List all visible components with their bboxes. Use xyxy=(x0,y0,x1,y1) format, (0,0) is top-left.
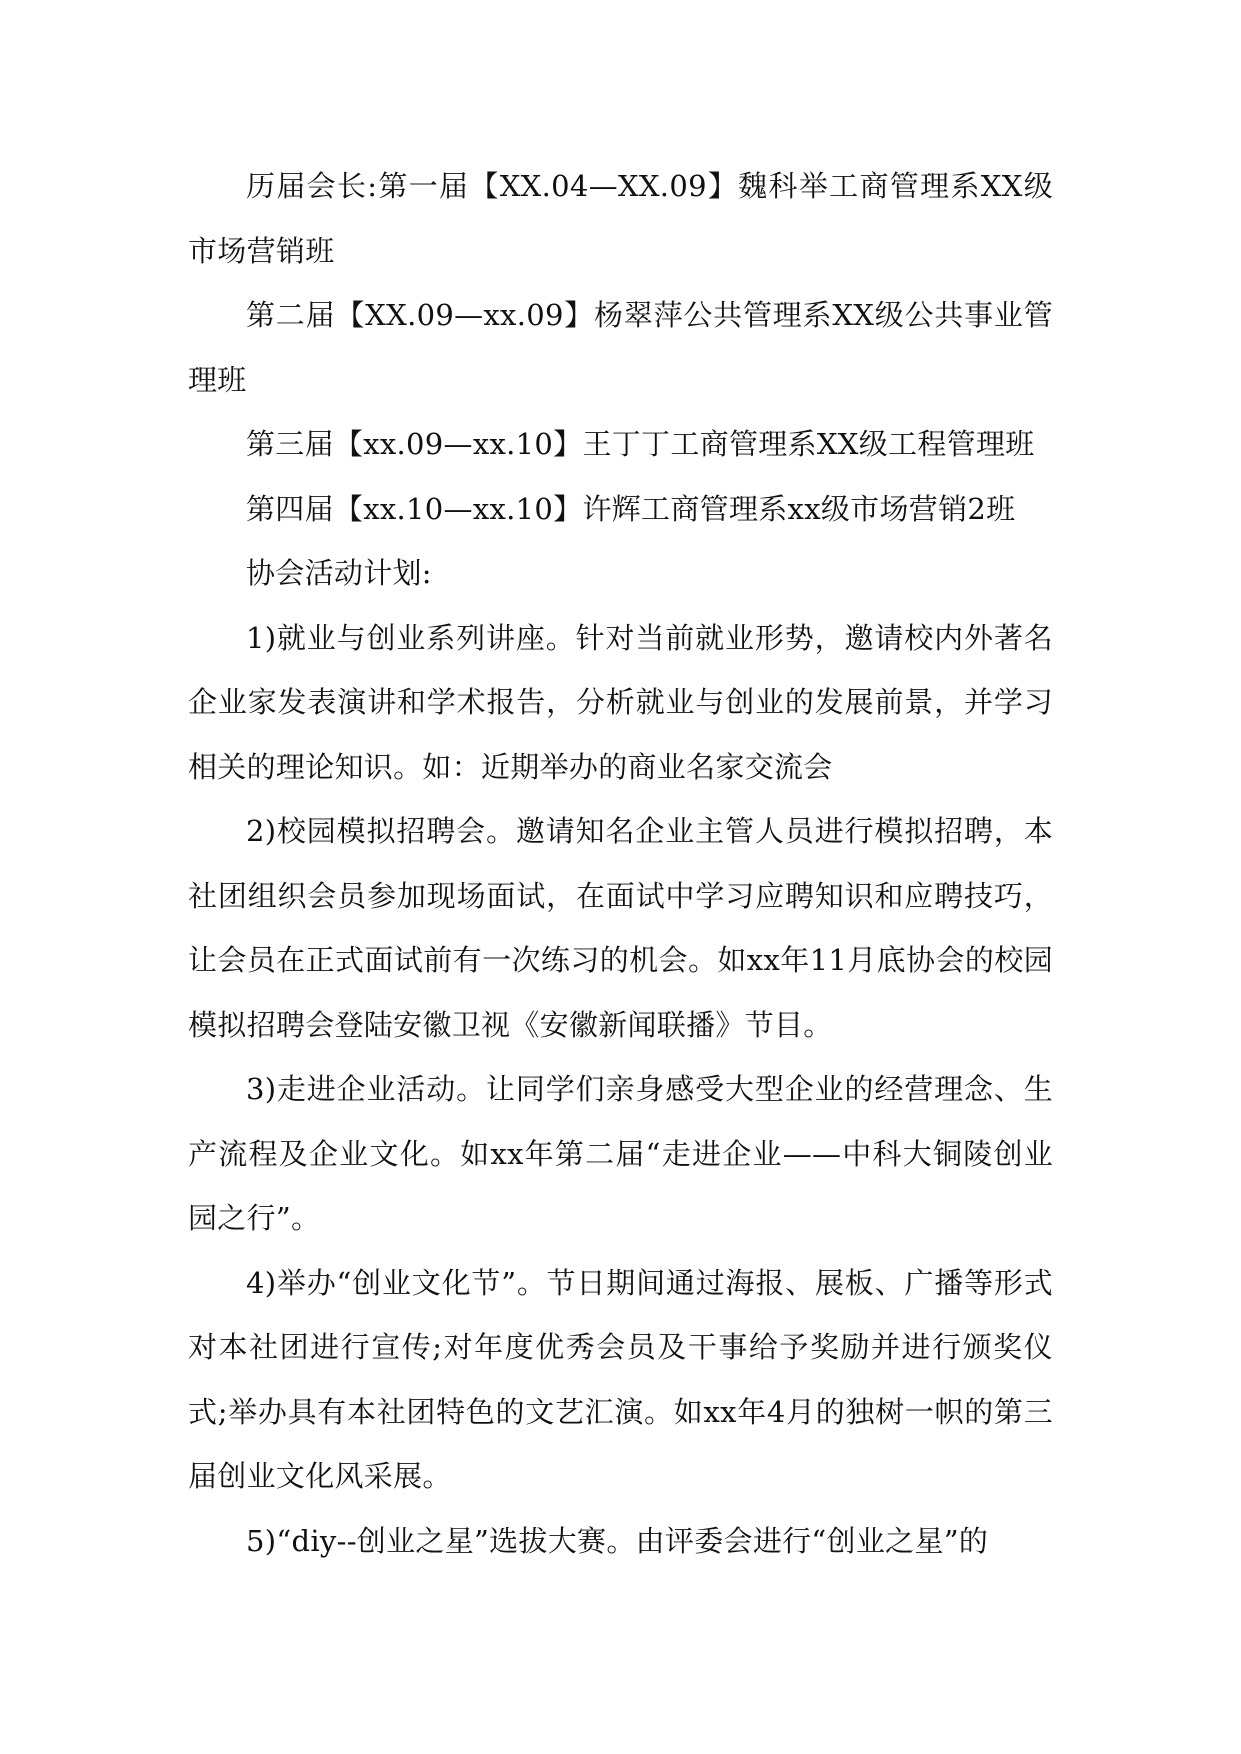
paragraph-activity-4: 4)举办“创业文化节”。节日期间通过海报、展板、广播等形式对本社团进行宣传;对年度优秀会员及干事给予奖励并进行颁奖仪式;举办具有本社团特色的文艺汇演。如xx年4月的独树一帜的第三届创业文化风采展。 xyxy=(188,1265,1053,1493)
paragraph-past-presidents-4: 第四届【xx.10—xx.10】许辉工商管理系xx级市场营销2班 xyxy=(246,491,1016,526)
document-body xyxy=(188,154,1053,1573)
paragraph-past-presidents-1: 历届会长:第一届【XX.04—XX.09】魏科举工商管理系XX级市场营销班 xyxy=(188,169,1053,268)
paragraph-activity-1: 1)就业与创业系列讲座。针对当前就业形势，邀请校内外著名企业家发表演讲和学术报告，分析就业与创业的发展前景，并学习相关的理论知识。如：近期举办的商业名家交流会 xyxy=(188,620,1053,784)
paragraph-activity-2: 2)校园模拟招聘会。邀请知名企业主管人员进行模拟招聘，本社团组织会员参加现场面试，在面试中学习应聘知识和应聘技巧，让会员在正式面试前有一次练习的机会。如xx年11月底协会的校园模拟招聘会登陆安徽卫视《安徽新闻联播》节目。 xyxy=(188,814,1053,1042)
paragraph-activity-5: 5)“diy--创业之星”选拔大赛。由评委会进行“创业之星”的 xyxy=(246,1523,989,1558)
paragraph-past-presidents-3: 第三届【xx.09—xx.10】王丁丁工商管理系XX级工程管理班 xyxy=(246,427,1035,461)
paragraph-activity-plan-heading: 协会活动计划: xyxy=(246,556,432,590)
paragraph-past-presidents-2: 第二届【XX.09—xx.09】杨翠萍公共管理系XX级公共事业管理班 xyxy=(188,298,1053,397)
paragraph-activity-3: 3)走进企业活动。让同学们亲身感受大型企业的经营理念、生产流程及企业文化。如xx年第二届“走进企业——中科大铜陵创业园之行”。 xyxy=(188,1072,1053,1235)
